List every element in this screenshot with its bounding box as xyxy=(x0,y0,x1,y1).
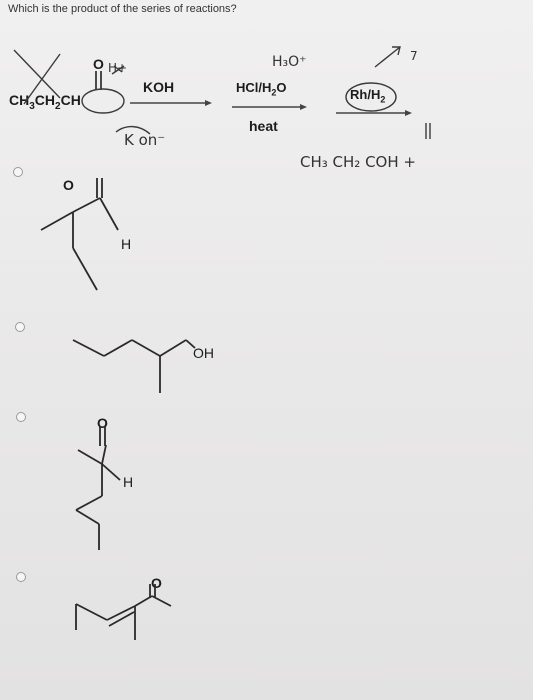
handwritten-propanoic-note: CH₃ CH₂ COH + xyxy=(300,153,416,171)
option-2-structure xyxy=(73,340,195,393)
option-3-hydrogen: H xyxy=(123,474,134,490)
handwritten-annotations xyxy=(14,47,430,139)
option-1-hydrogen: H xyxy=(121,236,132,252)
reagent-step1: KOH xyxy=(143,79,175,95)
handwritten-seven: 7 xyxy=(410,49,418,63)
handwritten-text xyxy=(108,49,418,171)
reagent-step3: $Rh/H_2$ xyxy=(350,87,386,105)
question-text: Which is the product of the series of reactions? xyxy=(8,3,237,15)
option-1-oxygen: O xyxy=(63,177,74,193)
reactant-carbonyl-oxygen: O xyxy=(93,56,104,72)
option-4-structure xyxy=(76,584,171,640)
option-1-structure xyxy=(41,178,118,290)
option-2-hydroxyl: OH xyxy=(193,345,214,361)
reactant-carbonyl-bond xyxy=(96,71,101,90)
reaction-arrows xyxy=(130,100,412,116)
reactant-formula: $CH_3CH_2CH$ xyxy=(9,92,81,112)
option-3-structure xyxy=(76,426,120,550)
reagent-step2-bottom: heat xyxy=(249,118,278,134)
option-4-oxygen: O xyxy=(151,575,162,591)
reagent-step2-top: HCl/$H_2O$ xyxy=(236,80,287,98)
option-3-oxygen: O xyxy=(97,415,108,431)
handwritten-h-plus: H+ xyxy=(108,61,128,75)
handwritten-h3o: H₃O⁺ xyxy=(272,54,307,70)
handwritten-k-ion: K on⁻ xyxy=(124,131,166,149)
